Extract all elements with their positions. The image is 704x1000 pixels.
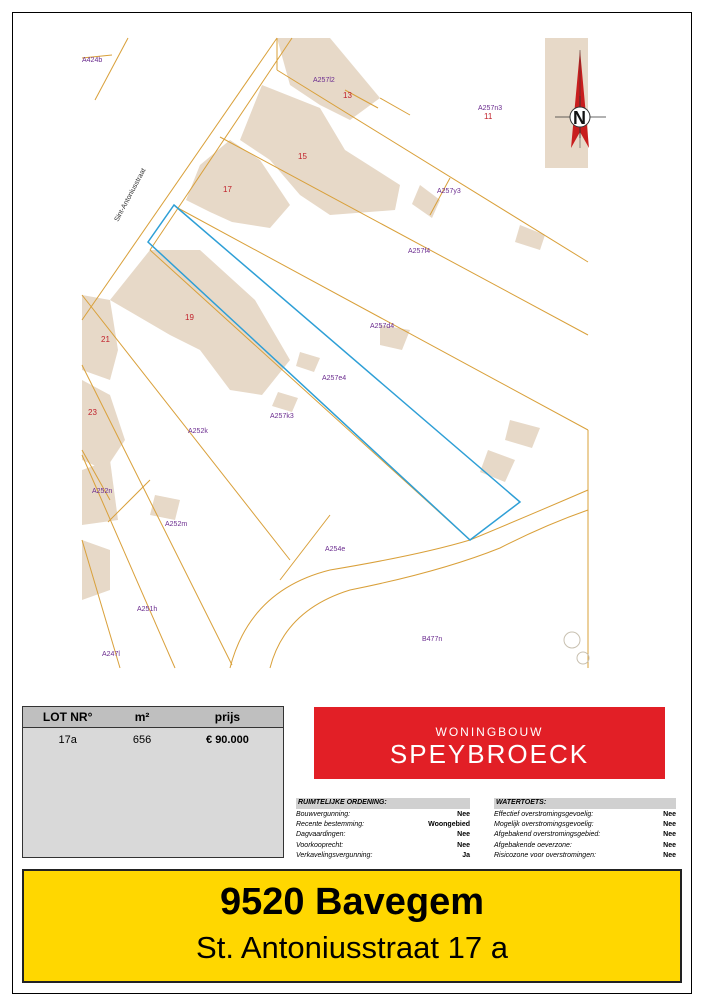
- house-number: 13: [343, 91, 352, 100]
- list-item: Dagvaardingen: Nee: [296, 831, 470, 839]
- compass-label: N: [573, 108, 586, 128]
- list-item: Afgebakende oeverzone: Nee: [494, 841, 676, 849]
- lot-price: € 90.000: [206, 734, 249, 746]
- watertoets-panel: [494, 798, 676, 861]
- house-number: 21: [101, 335, 110, 344]
- ruimtelijke-title: RUIMTELIJKE ORDENING:: [296, 798, 470, 809]
- parcel-label: A257k3: [270, 413, 294, 420]
- parcel-label: B477n: [422, 636, 443, 643]
- lot-area: 656: [132, 734, 152, 746]
- list-item: Recente bestemming: Woongebied: [296, 821, 470, 829]
- brand-line1: WONINGBOUW: [435, 725, 544, 739]
- parcel-label: A257e4: [322, 375, 347, 382]
- parcel-label: A247l: [102, 651, 120, 658]
- list-item: Voorkooprecht: Nee: [296, 841, 470, 849]
- watertoets-title: WATERTOETS:: [494, 798, 676, 809]
- ruimtelijke-ordening-panel: [296, 798, 470, 861]
- parcel-label: A257l2: [313, 77, 335, 84]
- lot-table-header: [23, 707, 283, 728]
- lot-number: 17a: [58, 734, 77, 746]
- parcel-label: A257y3: [437, 188, 461, 195]
- house-number: 15: [298, 152, 307, 161]
- list-item: Risicozone voor overstromingen: Nee: [494, 852, 676, 860]
- list-item: Bouwvergunning: Nee: [296, 810, 470, 818]
- house-number: 23: [88, 408, 97, 417]
- brand-logo: [314, 707, 665, 779]
- lot-table: [22, 706, 284, 858]
- parcel-label: A252n: [92, 488, 113, 495]
- parcel-label: A252m: [165, 521, 188, 528]
- address-city: 9520 Bavegem: [219, 881, 485, 923]
- table-row: [23, 728, 283, 752]
- list-item: Afgebakend overstromingsgebied: Nee: [494, 831, 676, 839]
- parcel-label: A252k: [188, 428, 208, 435]
- parcel-label: A251h: [137, 606, 158, 613]
- house-number: 19: [185, 313, 194, 322]
- parcel-label: A257f4: [408, 248, 431, 255]
- header-lot-nr: LOT NR°: [42, 710, 93, 724]
- list-item: Mogelijk overstromingsgevoelig: Nee: [494, 821, 676, 829]
- parcel-label: A257n3: [478, 105, 503, 112]
- street-name-label: Sint-Antoniusstraat: [113, 167, 148, 223]
- header-prijs: prijs: [214, 710, 241, 724]
- parcel-label: A254e: [325, 546, 346, 553]
- house-number: 17: [223, 185, 232, 194]
- header-m2: m²: [134, 710, 150, 724]
- parcel-label: A257d4: [370, 323, 395, 330]
- address-banner: [22, 869, 682, 983]
- address-street: St. Antoniusstraat 17 a: [196, 930, 508, 965]
- list-item: Verkavelingsvergunning: Ja: [296, 852, 470, 860]
- house-number: 11: [484, 112, 493, 121]
- brand-line2: SPEYBROECK: [389, 739, 590, 769]
- list-item: Effectief overstromingsgevoelig: Nee: [494, 810, 676, 818]
- parcel-label: A424b: [82, 57, 103, 64]
